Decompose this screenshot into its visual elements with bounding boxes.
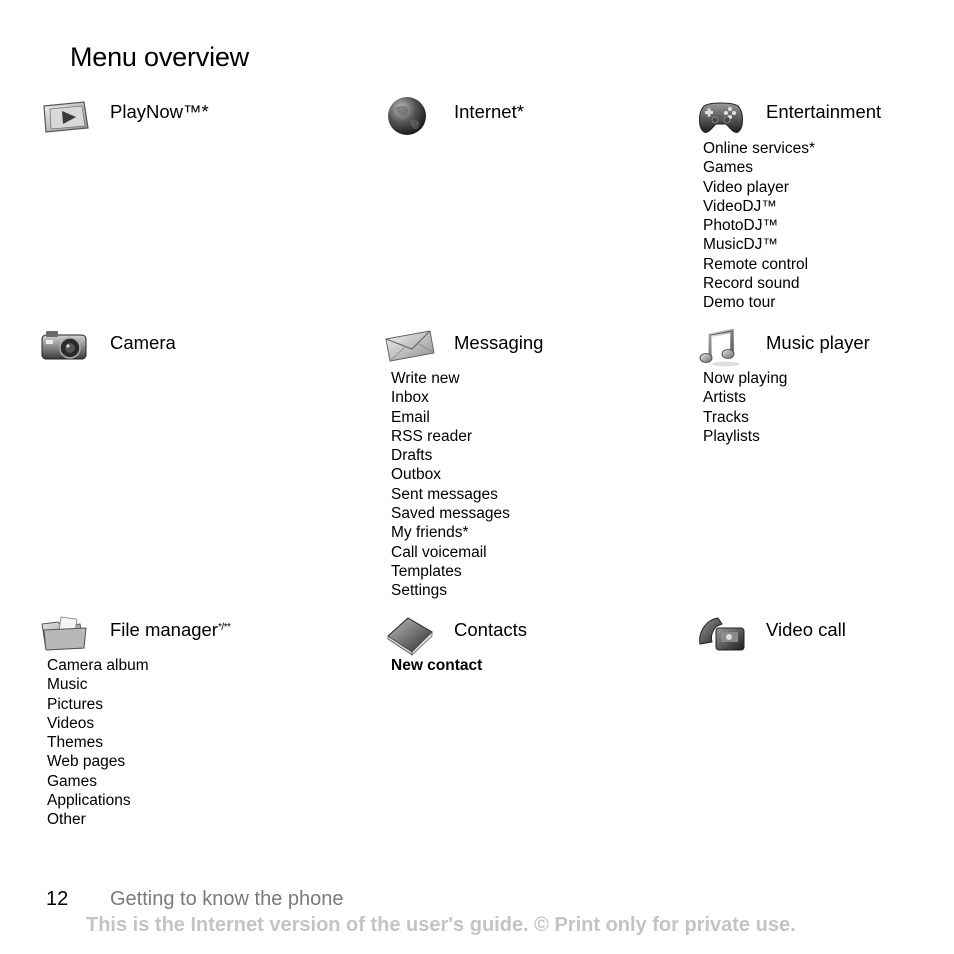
- menu-item: Drafts: [391, 447, 433, 465]
- menu-item: Camera album: [47, 657, 149, 674]
- page-number: 12: [46, 888, 69, 910]
- play-icon: [40, 96, 92, 138]
- menu-title-file-manager: [110, 619, 230, 641]
- menu-title-contacts: Contacts: [454, 619, 528, 640]
- menu-item: Games: [703, 159, 753, 177]
- menu-item: Saved messages: [391, 505, 510, 523]
- menu-item: Web pages: [47, 753, 126, 771]
- menu-title-playnow: PlayNow™*: [110, 101, 209, 122]
- camera-icon: [40, 327, 92, 369]
- page-title: Menu overview: [70, 42, 249, 72]
- menu-item: PhotoDJ™: [703, 217, 778, 235]
- menu-item: Artists: [703, 389, 747, 407]
- menu-item: Now playing: [703, 370, 788, 387]
- menu-title-messaging: Messaging: [454, 332, 544, 353]
- menu-item: RSS reader: [391, 427, 472, 445]
- menu-item: Pictures: [47, 695, 103, 713]
- menu-item: Outbox: [391, 466, 441, 484]
- menu-item: Playlists: [703, 427, 760, 445]
- address-book-icon: [384, 614, 436, 656]
- menu-item: Inbox: [391, 389, 429, 407]
- menu-title-file-manager-suffix: */**: [217, 622, 231, 633]
- menu-item: Themes: [47, 734, 103, 752]
- folder-icon: [40, 614, 92, 656]
- video-phone-icon: [696, 614, 748, 656]
- menu-item: My friends*: [391, 524, 469, 542]
- menu-items-music-player: [703, 369, 787, 446]
- disclaimer: This is the Internet version of the user's guide. © Print only for private use.: [86, 914, 796, 936]
- globe-icon: [384, 96, 436, 138]
- menu-item: Online services*: [703, 140, 815, 157]
- menu-title-file-manager-text: File manager: [110, 619, 218, 640]
- menu-title-video-call: Video call: [766, 619, 846, 640]
- menu-item: Remote control: [703, 255, 809, 273]
- menu-item: Sent messages: [391, 485, 498, 503]
- menu-item: Demo tour: [703, 294, 776, 312]
- menu-item: VideoDJ™: [703, 197, 777, 215]
- menu-title-entertainment: Entertainment: [766, 101, 882, 122]
- menu-item: Email: [391, 408, 430, 426]
- menu-item: Templates: [391, 562, 462, 580]
- menu-item: MusicDJ™: [703, 236, 778, 254]
- menu-item: Record sound: [703, 275, 800, 293]
- menu-items-file-manager: [47, 656, 149, 830]
- menu-items-messaging: [391, 369, 510, 601]
- menu-title-internet: Internet*: [454, 101, 524, 122]
- menu-items-entertainment: [703, 139, 815, 313]
- menu-item: Other: [47, 811, 86, 829]
- menu-item: Games: [47, 772, 97, 790]
- menu-item: Tracks: [703, 408, 749, 426]
- envelope-icon: [384, 327, 436, 369]
- menu-item: Call voicemail: [391, 543, 487, 561]
- menu-item: Videos: [47, 714, 95, 732]
- menu-item: Video player: [703, 178, 789, 196]
- menu-item: New contact: [391, 657, 483, 674]
- menu-item: Write new: [391, 370, 460, 387]
- music-note-icon: [696, 327, 748, 369]
- menu-items-contacts: [391, 656, 482, 675]
- menu-item: Applications: [47, 792, 131, 810]
- gamepad-icon: [696, 96, 748, 138]
- section-title: Getting to know the phone: [110, 888, 344, 910]
- menu-title-camera: Camera: [110, 332, 176, 353]
- menu-item: Music: [47, 676, 88, 694]
- menu-title-music-player: Music player: [766, 332, 870, 353]
- menu-item: Settings: [391, 582, 448, 600]
